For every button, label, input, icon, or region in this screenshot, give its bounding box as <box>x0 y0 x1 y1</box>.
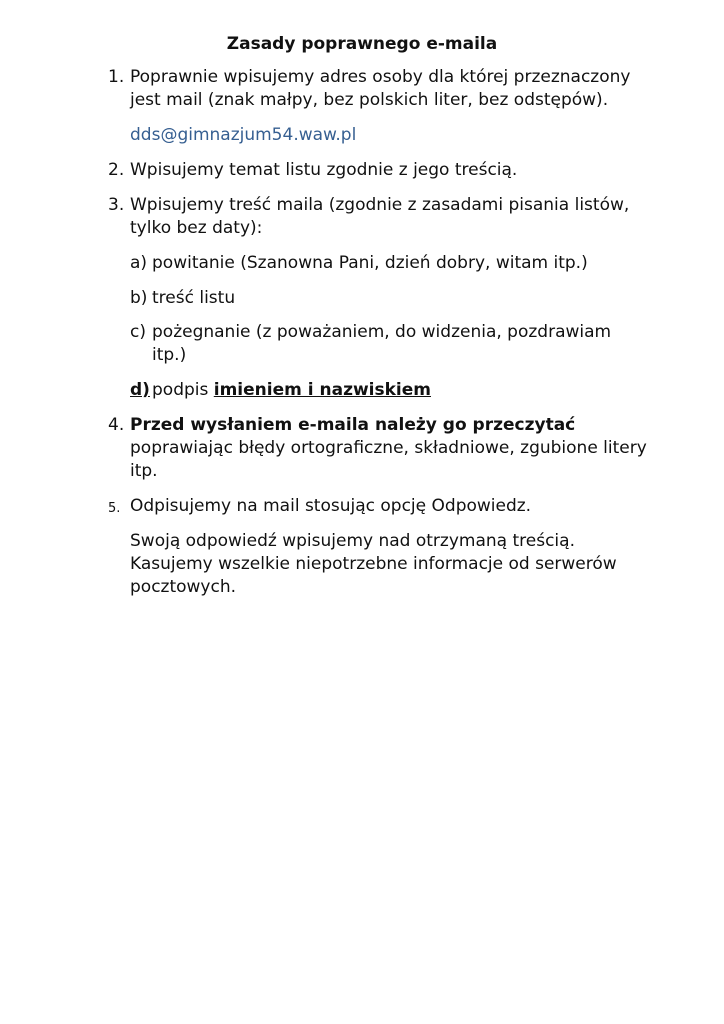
sub-item-text: podpis <box>152 380 214 400</box>
sub-item-letter: a) <box>130 253 148 273</box>
list-item-text: poprawiając błędy ortograficzne, składniowe, zgubione litery itp. <box>130 438 647 481</box>
list-item-4 <box>108 414 648 483</box>
sub-item-text: powitanie (Szanowna Pani, dzień dobry, witam itp.) <box>152 253 588 273</box>
email-address-paragraph <box>130 124 650 147</box>
list-item-3 <box>108 194 648 240</box>
sub-item-text: pożegnanie (z poważaniem, do widzenia, pozdrawiam itp.) <box>152 322 612 365</box>
list-item-text: Odpisujemy na mail stosując opcję Odpowiedz. <box>130 496 532 516</box>
list-number: 5. <box>108 501 121 516</box>
list-item-text: Poprawnie wpisujemy adres osoby dla której przeznaczony jest mail (znak małpy, bez polskich liter, bez odstępów). <box>130 67 631 110</box>
sub-item-letter: c) <box>130 322 146 342</box>
list-item-text: Wpisujemy temat listu zgodnie z jego treścią. <box>130 160 518 180</box>
list-number: 2. <box>108 160 125 180</box>
sub-item-letter: b) <box>130 288 148 308</box>
list-item-1 <box>108 66 648 112</box>
sub-item-text: treść listu <box>152 288 236 308</box>
closing-paragraph: Swoją odpowiedź wpisujemy nad otrzymaną treścią. Kasujemy wszelkie niepotrzebne informacje od serwerów pocztowych. <box>130 531 617 597</box>
sub-item-emphasis: imieniem i nazwiskiem <box>213 380 431 400</box>
list-item-5 <box>108 495 648 518</box>
sub-item-d <box>130 379 630 402</box>
document-title: Zasady poprawnego e-maila <box>226 34 498 54</box>
list-item-2 <box>108 159 648 182</box>
sub-item-c <box>130 321 630 367</box>
list-item-text: Wpisujemy treść maila (zgodnie z zasadami pisania listów, tylko bez daty): <box>130 195 630 238</box>
sub-item-letter: d) <box>130 380 150 400</box>
list-number: 4. <box>108 415 125 435</box>
list-item-emphasis: Przed wysłaniem e-maila należy go przeczytać <box>130 415 576 435</box>
sub-item-b <box>130 287 630 310</box>
sub-item-a <box>130 252 630 275</box>
list-number: 3. <box>108 195 125 215</box>
email-address-link[interactable]: dds@gimnazjum54.waw.pl <box>130 125 357 145</box>
list-number: 1. <box>108 67 125 87</box>
